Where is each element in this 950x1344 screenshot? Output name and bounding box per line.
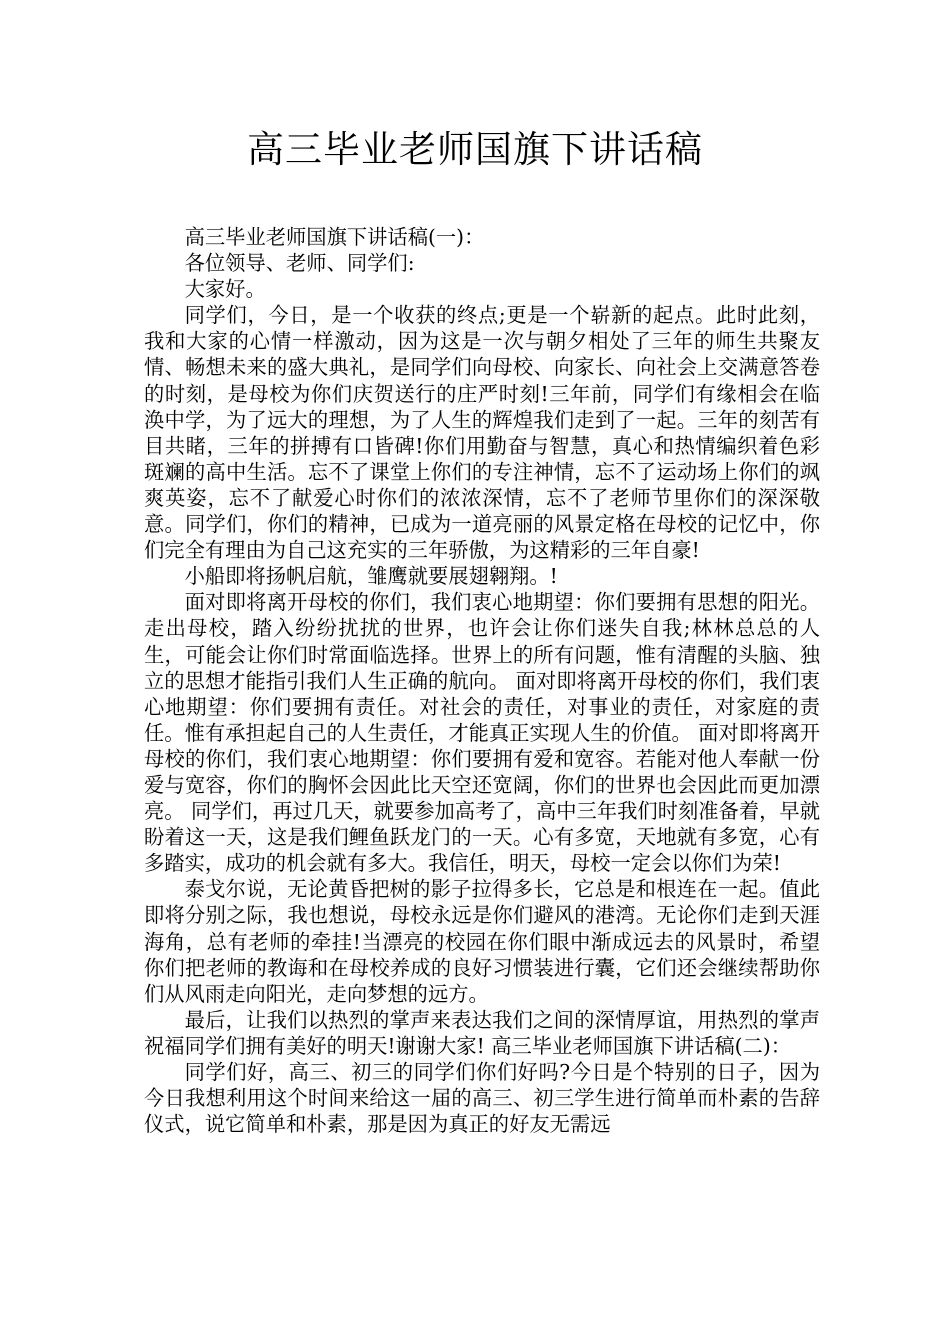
paragraph: 同学们，今日，是一个收获的终点;更是一个崭新的起点。此时此刻，我和大家的心情一样激动，因为这是一次与朝夕相处了三年的师生共聚友情、畅想未来的盛大典礼，是同学们向母校、向家长、向社会上交满意答卷的时刻，是母校为你们庆贺送行的庄严时刻!三年前，同学们有缘相会在临涣中学，为了远大的理想，为了人生的辉煌我们走到了一起。三年的刻苦有目共睹，三年的拼搏有口皆碑!你们用勤奋与智慧，真心和热情编织着色彩斑斓的高中生活。忘不了课堂上你们的专注神情，忘不了运动场上你们的飒爽英姿，忘不了献爱心时你们的浓浓深情，忘不了老师节里你们的深深敬意。同学们，你们的精神，已成为一道亮丽的风景定格在母校的记忆中，你们完全有理由为自己这充实的三年骄傲，为这精彩的三年自豪! [144,303,820,563]
paragraph: 小船即将扬帆启航，雏鹰就要展翅翱翔。! [184,564,558,589]
paragraph: 泰戈尔说，无论黄昏把树的影子拉得多长，它总是和根连在一起。值此即将分别之际，我也想说，母校永远是你们避风的港湾。无论你们走到天涯海角，总有老师的牵挂!当漂亮的校园在你们眼中渐成远去的风景时，希望你们把老师的教诲和在母校养成的良好习惯装进行囊，它们还会继续帮助你们从风雨走向阳光，走向梦想的远方。 [144,877,820,1006]
document-title: 高三毕业老师国旗下讲话稿 [247,128,703,171]
paragraph: 大家好。 [184,277,266,302]
paragraph: 各位领导、老师、同学们: [184,251,415,276]
paragraph: 同学们好，高三、初三的同学们你们好吗?今日是个特别的日子，因为今日我想利用这个时间来给这一届的高三、初三学生进行简单而朴素的告辞仪式，说它简单和朴素，那是因为真正的好友无需远 [144,1060,820,1137]
paragraph: 高三毕业老师国旗下讲话稿(一)： [184,225,485,249]
paragraph: 最后，让我们以热烈的掌声来表达我们之间的深情厚谊，用热烈的掌声祝福同学们拥有美好的明天!谢谢大家! 高三毕业老师国旗下讲话稿(二)： [144,1007,820,1058]
document-body [144,224,820,1137]
paragraph: 面对即将离开母校的你们，我们衷心地期望：你们要拥有思想的阳光。走出母校，踏入纷纷扰扰的世界，也许会让你们迷失自我;林林总总的人生，可能会让你们时常面临选择。世界上的所有问题，惟有清醒的头脑、独立的思想才能指引我们人生正确的航向。 面对即将离开母校的你们，我们衷心地期望：你们要拥有责任。对社会的责任，对事业的责任，对家庭的责任。惟有承担起自己的人生责任，才能真正实现人生的价值。 面对即将离开母校的你们，我们衷心地期望：你们要拥有爱和宽容。若能对他人奉献一份爱与宽容，你们的胸怀会因此比天空还宽阔，你们的世界也会因此而更加漂亮。 同学们，再过几天，就要参加高考了，高中三年我们时刻准备着，早就盼着这一天，这是我们鲤鱼跃龙门的一天。心有多宽，天地就有多宽，心有多踏实，成功的机会就有多大。我信任，明天，母校一定会以你们为荣! [144,590,820,876]
